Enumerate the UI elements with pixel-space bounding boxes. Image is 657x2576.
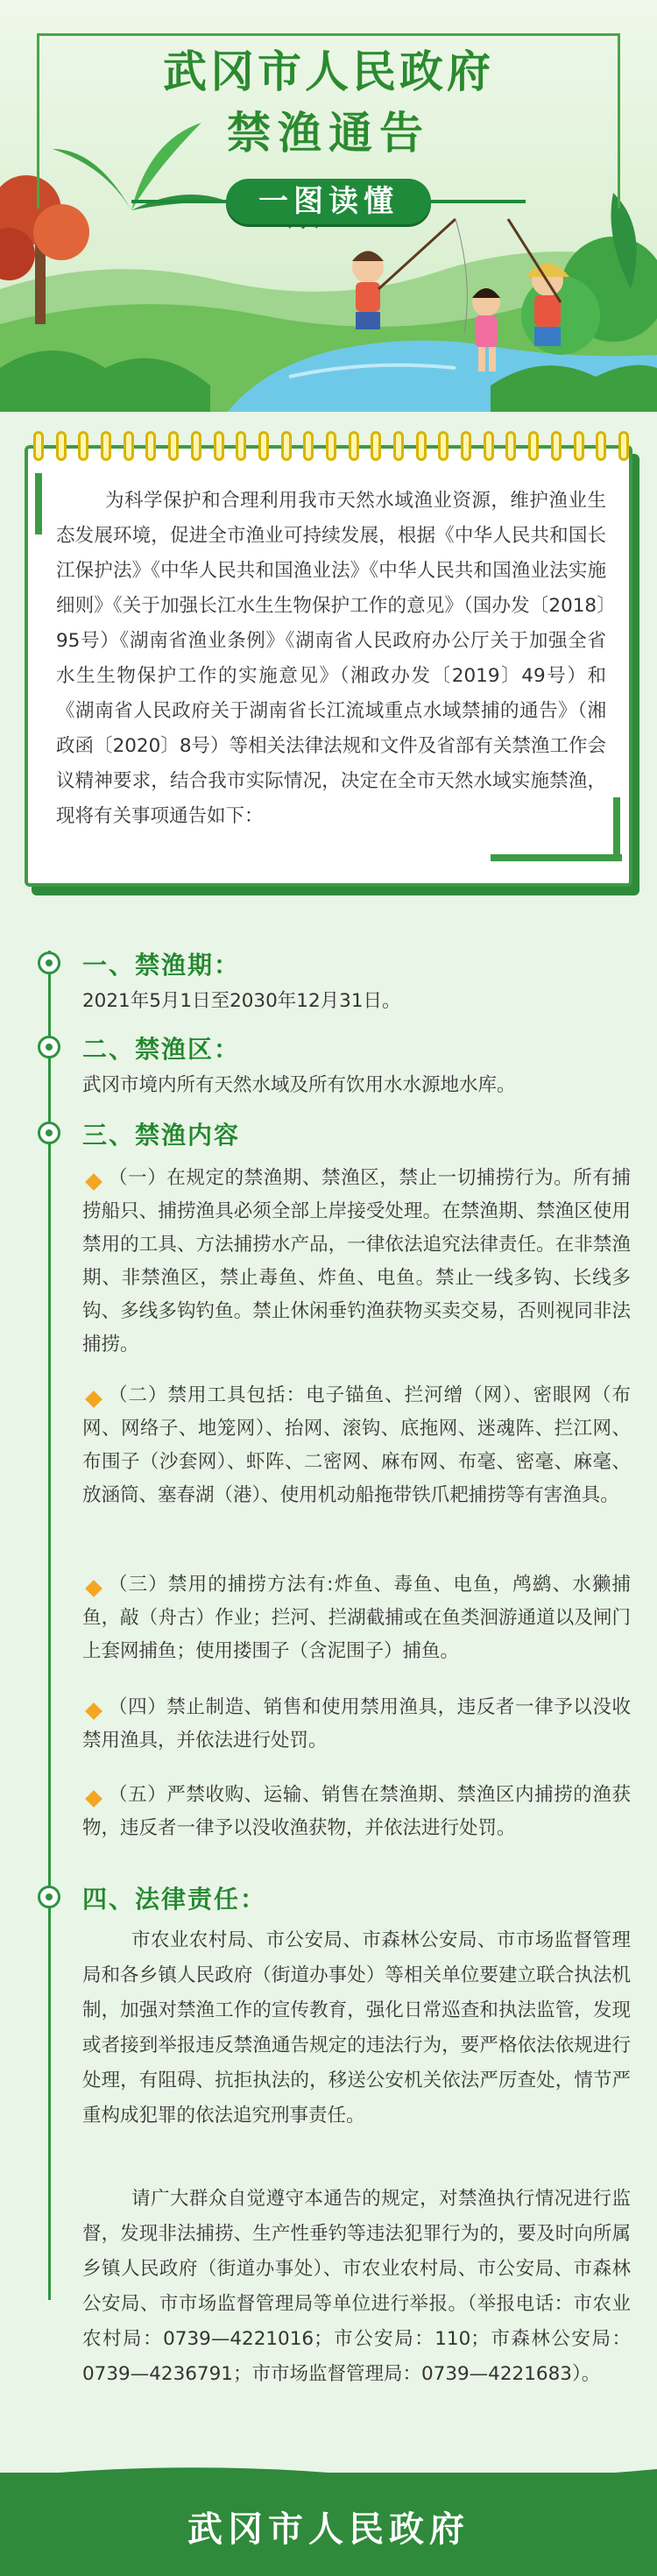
section-title-period: 一、禁渔期： <box>82 951 241 980</box>
intro-text: 为科学保护和合理利用我市天然水域渔业资源，维护渔业生态发展环境，促进全市渔业可持续发展，根据《中华人民共和国长江保护法》《中华人民共和国渔业法》《中华人民共和国渔业法实施细则》《关于加强长江水生生物保护工作的意见》（国办发〔2018〕95号）《湖南省渔业条例》《湖南省人民政府办公厅关于加强全省水生生物保护工作的实施意见》（湘政办发〔2019〕49号）和《湖南省人民政府关于湖南省长江流域重点水域禁捕的通告》（湘政函〔2020〕8号）等相关法律法规和文件及省部有关禁渔工作会议精神要求，结合我市实际情况，决定在全市天然水域实施禁渔，现将有关事项通告如下： <box>56 490 606 827</box>
section-text-period: 2021年5月1日至2030年12月31日。 <box>82 990 401 1012</box>
page-subtitle: 禁渔通告 <box>227 108 430 159</box>
hero-banner <box>0 0 657 412</box>
card-accent-left <box>35 473 42 534</box>
section-timeline <box>48 951 51 2300</box>
section-title-liability: 四、法律责任： <box>82 1885 267 1914</box>
ribbon-line-right <box>429 200 526 203</box>
page-title: 武冈市人民政府 <box>163 46 494 97</box>
ribbon-line-left <box>131 200 228 203</box>
section-dot <box>38 1036 60 1058</box>
list-item: （二）禁用工具包括：电子锚鱼、拦河缯（网）、密眼网（布网、网络子、地笼网）、抬网、滚钩、底拖网、迷魂阵、拦江网、布围子（沙套网）、虾阵、二密网、麻布网、布毫、密毫、麻毫、放涵筒、塞春湖（港）、使用机动船拖带铁爪耙捕捞等有害渔具。 <box>82 1384 631 1506</box>
list-item: （一）在规定的禁渔期、禁渔区，禁止一切捕捞行为。所有捕捞船只、捕捞渔具必须全部上岸接受处理。在禁渔期、禁渔区使用禁用的工具、方法捕捞水产品，一律依法追究法律责任。在非禁渔期、非禁渔区，禁止毒鱼、炸鱼、电鱼。禁止一线多钩、长线多钩、多线多钩钓鱼。禁止休闲垂钓渔获物买卖交易，否则视同非法捕捞。 <box>82 1167 631 1355</box>
guide-ribbon: 一图读懂 <box>226 179 431 224</box>
section-title-area: 二、禁渔区： <box>82 1035 241 1064</box>
section-text-area: 武冈市境内所有天然水域及所有饮用水水源地水库。 <box>82 1074 516 1096</box>
notebook-rings <box>33 431 629 463</box>
card-accent-right <box>613 797 620 861</box>
report-paragraph: 请广大群众自觉遵守本通告的规定，对禁渔执行情况进行监督，发现非法捕捞、生产性垂钓等违法犯罪行为的，要及时向所属乡镇人民政府（街道办事处）、市农业农村局、市公安局、市森林公安局、市市场监督管理局等单位进行举报。（举报电话：市农业农村局：0739—4221016；市公安局：110；市森林公安局：0739—4236791；市市场监督管理局：0739—4221683）。 <box>82 2188 631 2385</box>
list-item: （五）严禁收购、运输、销售在禁渔期、禁渔区内捕捞的渔获物，违反者一律予以没收渔获物，并依法进行处罚。 <box>82 1784 631 1839</box>
liability-paragraph: 市农业农村局、市公安局、市森林公安局、市市场监督管理局和各乡镇人民政府（街道办事处）等相关单位要建立联合执法机制，加强对禁渔工作的宣传教育，强化日常巡查和执法监管，发现或者接到举报违反禁渔通告规定的违法行为，要严格依法依规进行处理，有阻碍、抗拒执法的，移送公安机关依法严厉查处，情节严重构成犯罪的依法追究刑事责任。 <box>82 1929 631 2127</box>
footer-title: 武冈市人民政府 <box>187 2509 470 2550</box>
card-accent-bottom <box>491 854 622 861</box>
section-dot <box>38 952 60 974</box>
section-dot <box>38 1122 60 1144</box>
list-item: （三）禁用的捕捞方法有:炸鱼、毒鱼、电鱼，鸬鹚、水獭捕鱼，敲（舟古）作业；拦河、拦湖截捕或在鱼类洄游通道以及闸门上套网捕鱼；使用搂围子（含泥围子）捕鱼。 <box>82 1574 631 1662</box>
section-dot <box>38 1886 60 1908</box>
section-title-content: 三、禁渔内容 <box>82 1121 241 1150</box>
list-item: （四）禁止制造、销售和使用禁用渔具，违反者一律予以没收禁用渔具，并依法进行处罚。 <box>82 1696 631 1752</box>
